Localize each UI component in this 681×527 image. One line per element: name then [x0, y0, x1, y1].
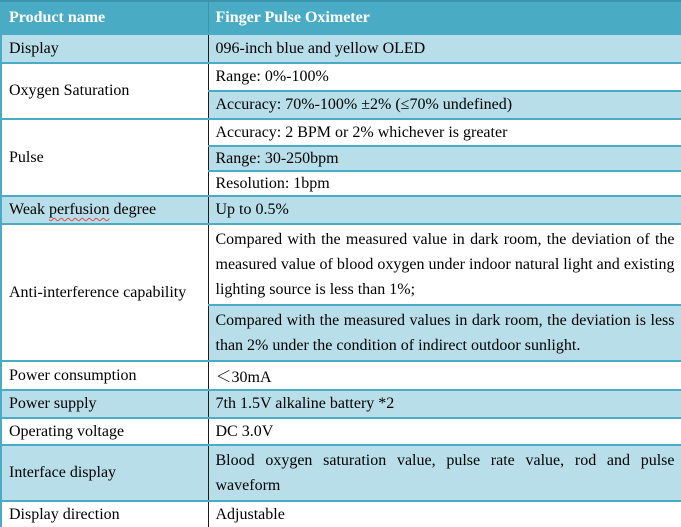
spec-value: 7th 1.5V alkaline battery *2 [208, 390, 681, 418]
spec-label-pulse: Pulse [1, 119, 208, 196]
spec-value: Compared with the measured values in dark room, the deviation is less than 2% under the condition of indirect outdoor sunlight. [208, 305, 681, 361]
spec-value: Accuracy: 70%-100% ±2% (≤70% undefined) [208, 91, 681, 119]
spec-label-weak-perfusion-degree [1, 196, 208, 224]
spec-label-anti-interference: Anti-interference capability [1, 224, 208, 361]
spec-value: Resolution: 1bpm [208, 171, 681, 196]
spec-value: Adjustable [208, 501, 681, 527]
table-row [1, 34, 681, 63]
spec-value: Range: 30-250bpm [208, 146, 681, 171]
table-header-row [1, 1, 681, 34]
spec-value: Range: 0%-100% [208, 63, 681, 91]
spec-value: Compared with the measured value in dark room, the deviation of the measured value of blood oxygen under indoor natural light and existing lighting source is less than 1%; [208, 224, 681, 305]
label-text: Weak [9, 201, 50, 218]
table-row [1, 390, 681, 418]
table-row [1, 224, 681, 305]
table-row [1, 63, 681, 91]
spec-label-power-supply: Power supply [1, 390, 208, 418]
table-row [1, 361, 681, 390]
spec-value: Blood oxygen saturation value, pulse rate value, rod and pulse waveform [208, 445, 681, 501]
table-row [1, 418, 681, 445]
header-product-value: Finger Pulse Oximeter [208, 1, 681, 34]
spellcheck-wavy-underline: perfusion [49, 201, 110, 218]
table-row [1, 501, 681, 527]
header-product-name: Product name [1, 1, 208, 34]
spec-label-interface-display: Interface display [1, 445, 208, 501]
spec-label-display: Display [1, 34, 208, 63]
spec-value: DC 3.0V [208, 418, 681, 445]
spec-value: ＜30mA [208, 361, 681, 390]
spec-label-power-consumption: Power consumption [1, 361, 208, 390]
spec-label-operating-voltage: Operating voltage [1, 418, 208, 445]
spec-value: 096-inch blue and yellow OLED [208, 34, 681, 63]
table-row [1, 445, 681, 501]
table-row [1, 196, 681, 224]
spec-label-oxygen-saturation: Oxygen Saturation [1, 63, 208, 119]
table-row [1, 119, 681, 146]
label-text: degree [109, 201, 157, 218]
spec-value: Accuracy: 2 BPM or 2% whichever is greater [208, 119, 681, 146]
spec-value: Up to 0.5% [208, 196, 681, 224]
spec-label-display-direction: Display direction [1, 501, 208, 527]
